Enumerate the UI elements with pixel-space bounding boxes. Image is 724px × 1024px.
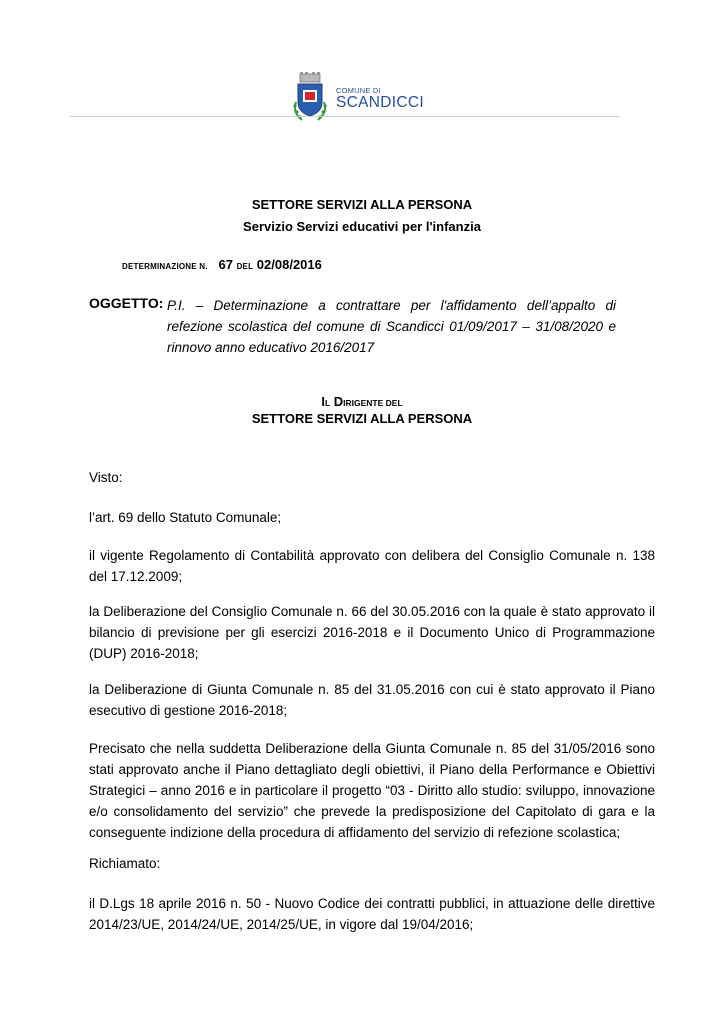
paragraph-delib85: la Deliberazione di Giunta Comunale n. 85 del 31.05.2016 con cui è stato approvato il Piano esecutivo di gestione 2016-2018; xyxy=(89,682,655,718)
logo-wordmark xyxy=(336,86,424,111)
logo-small-text: COMUNE DI xyxy=(336,86,381,95)
dirigente-i: I xyxy=(321,394,325,409)
paragraph-art69: l’art. 69 dello Statuto Comunale; xyxy=(89,510,282,525)
paragraph-regolamento: il vigente Regolamento di Contabilità approvato con delibera del Consiglio Comunale n. 138 del 17.12.2009; xyxy=(89,548,655,584)
oggetto-label: OGGETTO: xyxy=(89,295,164,311)
determinazione-date: 02/08/2016 xyxy=(256,257,322,272)
dirigente-d: D xyxy=(333,394,344,409)
dirigente-l: L xyxy=(324,398,331,408)
paragraph-delib66: la Deliberazione del Consiglio Comunale n. 66 del 30.05.2016 con la quale è stato approvato il bilancio di previsione per gli esercizi 2016-2018 e il Documento Unico di Programmazione (DUP) 2016-2018; xyxy=(89,604,655,661)
dirigente-heading xyxy=(0,394,724,409)
servizio-heading: Servizio Servizi educativi per l'infanzia xyxy=(243,219,481,234)
determinazione-line xyxy=(122,257,322,272)
determinazione-del: DEL xyxy=(236,262,254,271)
paragraph-precisato: Precisato che nella suddetta Deliberazione della Giunta Comunale n. 85 del 31/05/2016 sono stati approvato anche il Piano dettagliato degli obiettivi, il Piano della Performance e Obiettivi Strategici – anno 2016 e in particolare il progetto “03 - Diritto allo studio: sviluppo, innovazione e/o consolidamento del servizio” che prevede la predisposizione del Capitolato di gara e la conseguente indizione della procedura di affidamento del servizio di refezione scolastica; xyxy=(89,741,655,840)
logo-big-text: SCANDICCI xyxy=(336,94,424,111)
determinazione-label: DETERMINAZIONE N. xyxy=(122,262,208,271)
paragraph-richiamato: Richiamato: xyxy=(89,856,161,871)
dirigente-rest: IRIGENTE DEL xyxy=(343,398,403,408)
paragraph-visto: Visto: xyxy=(89,470,123,485)
paragraph-dlgs: il D.Lgs 18 aprile 2016 n. 50 - Nuovo Codice dei contratti pubblici, in attuazione delle direttive 2014/23/UE, 2014/24/UE, 2014/25/UE, in vigore dal 19/04/2016; xyxy=(89,896,655,932)
dirigente-settore: SETTORE SERVIZI ALLA PERSONA xyxy=(251,411,473,426)
determinazione-number: 67 xyxy=(218,257,233,272)
settore-heading: SETTORE SERVIZI ALLA PERSONA xyxy=(251,197,473,212)
header-divider xyxy=(70,116,620,117)
oggetto-text: P.I. – Determinazione a contrattare per l'affidamento dell’appalto di refezione scolastica del comune di Scandicci 01/09/2017 – 31/08/2020 e rinnovo anno educativo 2016/2017 xyxy=(167,298,616,355)
